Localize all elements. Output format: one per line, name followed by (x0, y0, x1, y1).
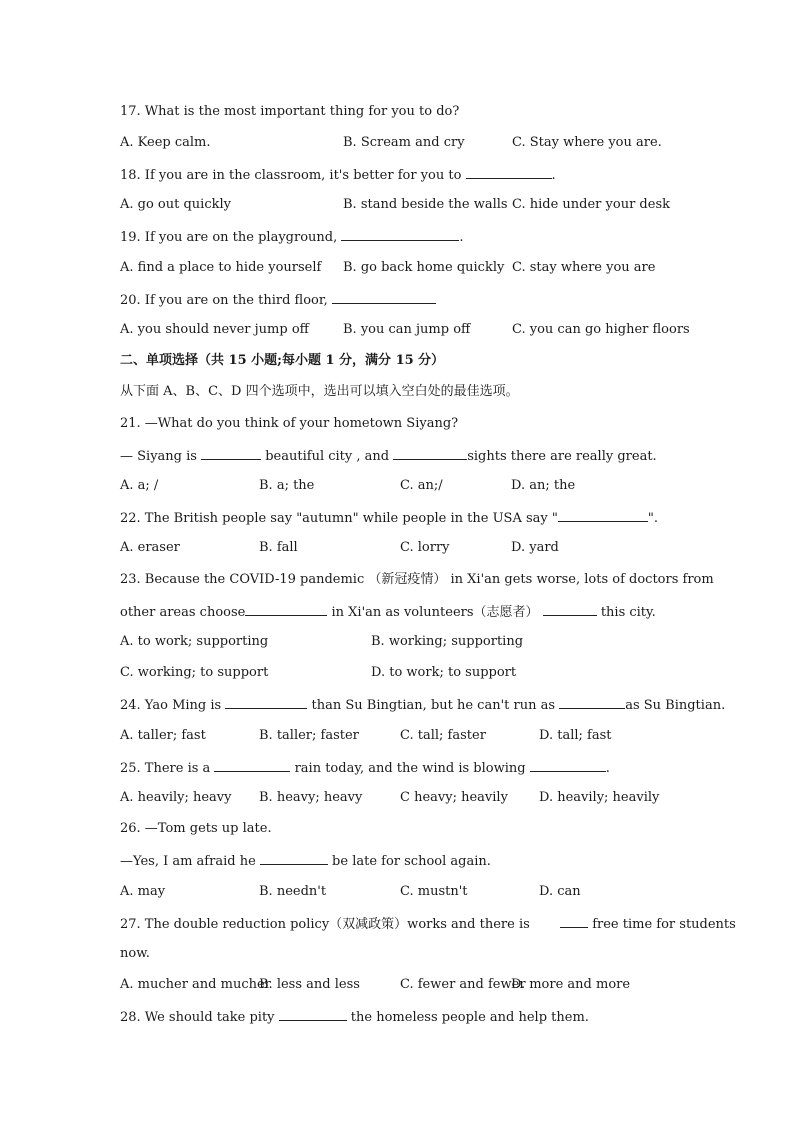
q24-option-d: D. tall; fast (539, 728, 612, 743)
question-18-stem (120, 166, 556, 184)
q22-text-b: ". (647, 511, 658, 526)
q22-option-d: D. yard (511, 540, 559, 555)
answer-blank (543, 603, 597, 616)
q20-stem-text: 20. If you are on the third floor, (120, 293, 328, 308)
answer-blank (558, 509, 648, 522)
question-21-stem: 21. —What do you think of your hometown Siyang? (120, 416, 459, 431)
q25-text-c: . (605, 761, 610, 776)
answer-blank (214, 759, 290, 772)
q19-option-c: C. stay where you are (512, 260, 656, 275)
q26-text-b: be late for school again. (332, 854, 491, 869)
answer-blank (560, 915, 588, 928)
q23-option-b: B. working; supporting (371, 634, 524, 649)
q26-option-c: C. mustn't (400, 884, 468, 899)
q19-stem-end: . (459, 230, 464, 245)
q22-option-c: C. lorry (400, 540, 450, 555)
question-23-line1: 23. Because the COVID-19 pandemic （新冠疫情） in Xi'an gets worse, lots of doctors from (120, 572, 714, 587)
question-27-line1 (120, 915, 736, 933)
q17-option-c: C. Stay where you are. (512, 135, 662, 150)
q20-option-b: B. you can jump off (343, 322, 471, 337)
question-26-line2 (120, 852, 491, 870)
question-17-stem: 17. What is the most important thing for you to do? (120, 104, 460, 119)
q17-option-a: A. Keep calm. (120, 135, 211, 150)
q18-stem-end: . (551, 168, 556, 183)
answer-blank (279, 1008, 347, 1021)
q22-text-a: 22. The British people say "autumn" while people in the USA say " (120, 511, 558, 526)
q18-option-b: B. stand beside the walls (343, 197, 508, 212)
answer-blank (245, 603, 327, 616)
q26-text-a: —Yes, I am afraid he (120, 854, 256, 869)
question-28-stem (120, 1008, 589, 1026)
q27-option-c: C. fewer and fewer (400, 977, 526, 992)
q21-option-b: B. a; the (259, 478, 315, 493)
q24-option-a: A. taller; fast (120, 728, 206, 743)
q19-stem-text: 19. If you are on the playground, (120, 230, 338, 245)
question-22-stem (120, 509, 658, 527)
q23-text-c: this city. (600, 605, 656, 620)
question-23-line2 (120, 603, 656, 621)
question-21-line2 (120, 447, 657, 465)
q24-text-b: than Su Bingtian, but he can't run as (311, 698, 556, 713)
q20-option-c: C. you can go higher floors (512, 322, 690, 337)
q18-option-c: C. hide under your desk (512, 197, 670, 212)
q25-text-b: rain today, and the wind is blowing (294, 761, 526, 776)
q19-option-b: B. go back home quickly (343, 260, 505, 275)
answer-blank (201, 447, 261, 460)
q25-option-b: B. heavy; heavy (259, 790, 363, 805)
q26-option-a: A. may (120, 884, 166, 899)
q22-option-a: A. eraser (120, 540, 180, 555)
question-26-stem: 26. —Tom gets up late. (120, 821, 272, 836)
q21-text-c: sights there are really great. (467, 449, 657, 464)
q18-option-a: A. go out quickly (120, 197, 232, 212)
q24-option-b: B. taller; faster (259, 728, 359, 743)
q26-option-b: B. needn't (259, 884, 327, 899)
question-27-line2: now. (120, 946, 150, 961)
q27-text-a: 27. The double reduction policy（双减政策）works and there is (120, 917, 530, 932)
q25-option-c: C heavy; heavily (400, 790, 508, 805)
q24-text-a: 24. Yao Ming is (120, 698, 222, 713)
q23-text-b: in Xi'an as volunteers（志愿者） (331, 605, 539, 620)
q25-option-d: D. heavily; heavily (539, 790, 660, 805)
q25-option-a: A. heavily; heavy (120, 790, 232, 805)
answer-blank (466, 166, 552, 179)
q24-option-c: C. tall; faster (400, 728, 486, 743)
question-19-stem (120, 228, 464, 246)
q21-option-a: A. a; / (120, 478, 159, 493)
q23-option-c: C. working; to support (120, 665, 269, 680)
q27-text-b: free time for students (592, 917, 736, 932)
q27-option-b: B. less and less (259, 977, 360, 992)
section-instruction: 从下面 A、B、C、D 四个选项中，选出可以填入空白处的最佳选项。 (120, 384, 519, 399)
q26-option-d: D. can (539, 884, 581, 899)
question-25-stem (120, 759, 610, 777)
q28-text-b: the homeless people and help them. (350, 1010, 589, 1025)
q22-option-b: B. fall (259, 540, 298, 555)
q19-option-a: A. find a place to hide yourself (120, 260, 322, 275)
q23-option-a: A. to work; supporting (120, 634, 269, 649)
section-heading: 二、单项选择（共 15 小题;每小题 1 分，满分 15 分） (120, 353, 445, 368)
question-20-stem (120, 291, 436, 309)
q20-option-a: A. you should never jump off (120, 322, 309, 337)
q27-option-a: A. mucher and mucher (120, 977, 271, 992)
q27-option-d: D. more and more (511, 977, 631, 992)
q23-option-d: D. to work; to support (371, 665, 517, 680)
answer-blank (559, 696, 625, 709)
q18-stem-text: 18. If you are in the classroom, it's better for you to (120, 168, 462, 183)
q21-text-b: beautiful city , and (265, 449, 390, 464)
q21-option-d: D. an; the (511, 478, 576, 493)
q23-text-a: other areas choose (120, 605, 246, 620)
q17-option-b: B. Scream and cry (343, 135, 465, 150)
answer-blank (260, 852, 328, 865)
q28-text-a: 28. We should take pity (120, 1010, 275, 1025)
question-24-stem (120, 696, 725, 714)
answer-blank (332, 291, 436, 304)
q24-text-c: as Su Bingtian. (625, 698, 726, 713)
answer-blank (341, 228, 459, 241)
answer-blank (225, 696, 307, 709)
q21-option-c: C. an;/ (400, 478, 443, 493)
q25-text-a: 25. There is a (120, 761, 211, 776)
answer-blank (393, 447, 467, 460)
answer-blank (530, 759, 606, 772)
q21-text-a: — Siyang is (120, 449, 197, 464)
